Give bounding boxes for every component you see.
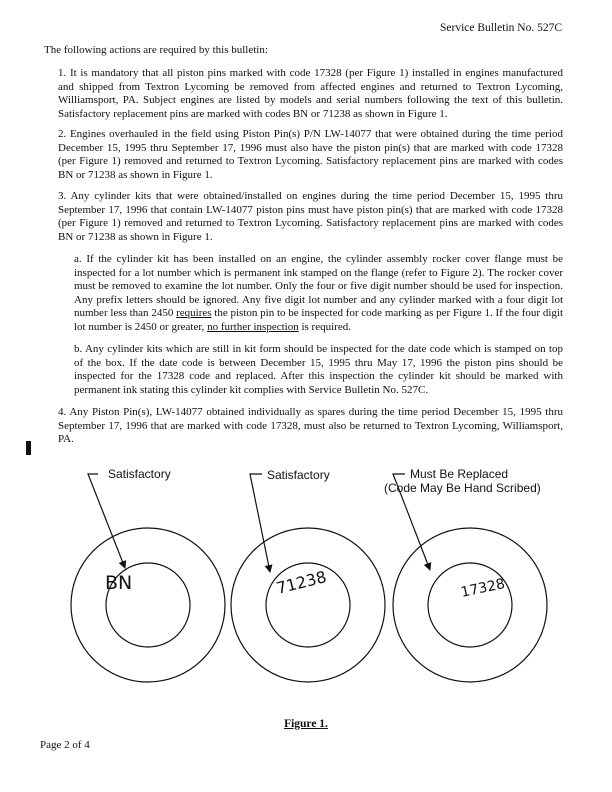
pin-3-label: Must Be Replaced bbox=[410, 467, 509, 481]
pin-2-code: 71238 bbox=[274, 567, 329, 598]
sub-item-a bbox=[74, 253, 563, 334]
pin-1-label: Satisfactory bbox=[108, 467, 171, 481]
figure-caption: Figure 1. bbox=[284, 718, 328, 730]
change-bar bbox=[26, 441, 31, 455]
sub-a-no-further: no further inspection bbox=[207, 320, 299, 333]
pin-1-leader bbox=[88, 474, 125, 568]
sub-item-b: b. Any cylinder kits which are still in kit form should be inspected for the date code which is stamped on top of the box. If the date code is between December 15, 1995 thru May 17, 1996 the piston pins should be inspected for the 17328 code and replaced. After this inspection the cylinder kit should be marked with permanent ink stating this cylinder kit complies with Service Bulletin No. 527C. bbox=[74, 343, 563, 396]
pin-1-outer bbox=[71, 528, 225, 682]
pin-2-outer bbox=[231, 528, 385, 682]
pin-1-code: BN bbox=[105, 572, 133, 594]
bulletin-number: Service Bulletin No. 527C bbox=[439, 22, 562, 34]
pin-3-code: 17328 bbox=[459, 576, 507, 601]
sub-a-text-3: is required. bbox=[298, 320, 351, 333]
item-3: 3. Any cylinder kits that were obtained/installed on engines during the time period December 15, 1995 thru September 17, 1996 that contain LW-14077 piston pins must have piston pin(s) that are marked with code 17328 (per Figure 1) removed and returned to Textron Lycoming. Satisfactory replacement pins are marked with codes BN or 71238 as shown in Figure 1. bbox=[58, 190, 563, 243]
pin-2-leader bbox=[250, 474, 270, 572]
page-number: Page 2 of 4 bbox=[40, 739, 90, 751]
item-1: 1. It is mandatory that all piston pins marked with code 17328 (per Figure 1) installed in engines manufactured and shipped from Textron Lycoming be removed from affected engines and returned to Textron Lycoming, Williamsport, PA. Subject engines are listed by models and serial numbers following the text of this bulletin. Satisfactory replacement pins are marked with codes BN or 71238 as shown in Figure 1. bbox=[58, 67, 563, 120]
pin-3-sublabel: (Code May Be Hand Scribed) bbox=[384, 481, 541, 495]
intro-text: The following actions are required by this bulletin: bbox=[44, 44, 268, 56]
pin-2-label: Satisfactory bbox=[267, 468, 330, 482]
item-2: 2. Engines overhauled in the field using Piston Pin(s) P/N LW-14077 that were obtained during the time period December 15, 1995 thru September 17, 1996 must also have the piston pin(s) that are marked with code 17328 (per Figure 1) removed and returned to Textron Lycoming. Satisfactory replacement pins are marked with codes BN or 71238 as shown in Figure 1. bbox=[58, 128, 563, 181]
sub-a-text-1: a. If the cylinder kit has been installed on an engine, the cylinder assembly rocker cover flange must be inspected for a lot number which is permanent ink stamped on the flange (refer to Figure 2). The rocker cover must be removed to examine the lot number. Only the four or five digit number should be used for inspection. Any prefix letters should be ignored. Any five digit lot number and any cylinder marked with a four digit lot number less than 2450 bbox=[74, 253, 563, 319]
figure-1 bbox=[0, 460, 612, 715]
sub-a-requires: requires bbox=[176, 307, 212, 319]
item-4: 4. Any Piston Pin(s), LW-14077 obtained individually as spares during the time period December 15, 1995 thru September 17, 1996 that are marked with code 17328, must also be returned to Textron Lycoming, Williamsport, PA. bbox=[58, 406, 563, 445]
sub-a-text-2: the piston pin to be inspected for code marking as per Figure 1. If the four digit lot number is 2450 or greater, bbox=[74, 307, 563, 333]
pin-3-outer bbox=[393, 528, 547, 682]
pin-3-inner bbox=[428, 563, 512, 647]
